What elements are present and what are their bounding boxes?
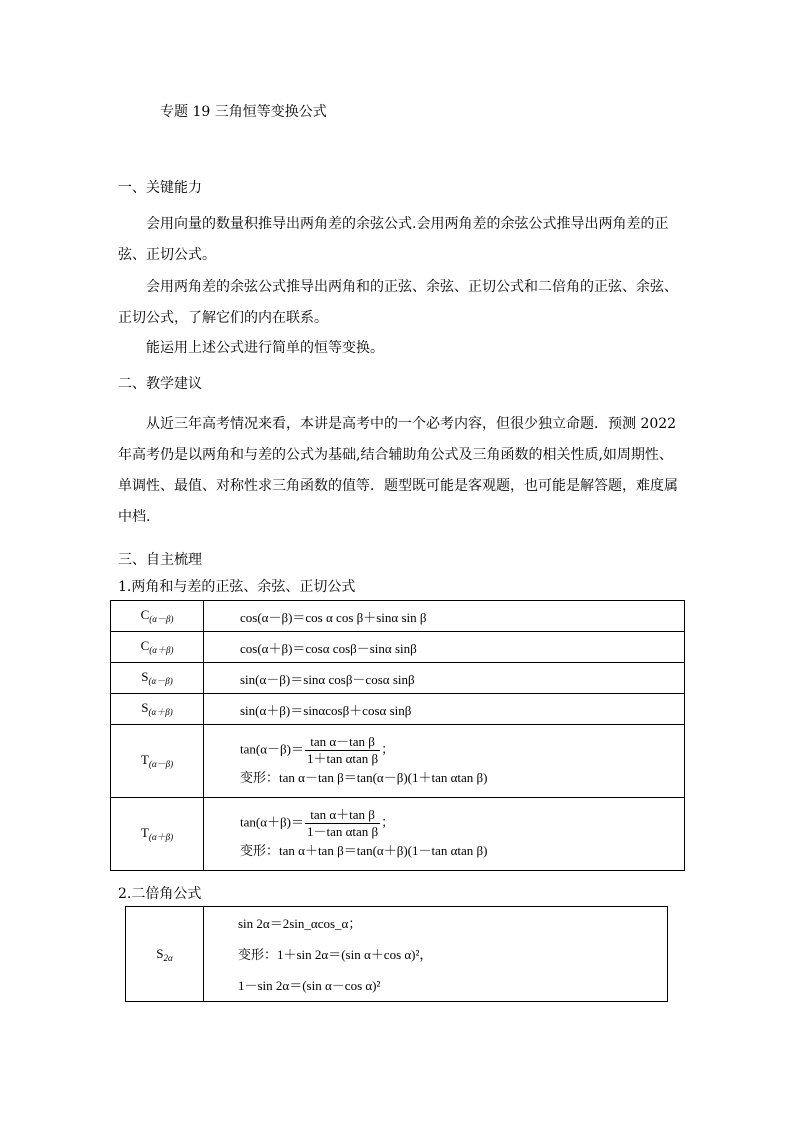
paragraph-1b: 弦、正切公式。 <box>118 247 216 263</box>
formula-cell <box>204 798 685 871</box>
double-angle-line-2: 变形：1＋sin 2α＝(sin α＋cos α)²， <box>238 946 433 962</box>
fraction: $\frac{\text{tan α＋tan β}}{\text{1－tan αtan β}}$ <box>306 806 379 839</box>
row-label: $T_{(\alpha+\beta)}$ <box>111 798 204 871</box>
table-row <box>111 694 685 725</box>
teaching-line-4: 中档. <box>118 509 151 525</box>
section-heading-key-abilities: 一、关键能力 <box>118 180 202 196</box>
formula-table-sum-difference <box>110 600 685 871</box>
formula-cell: sin(α＋β)＝sinαcosβ＋cosα sinβ <box>204 694 685 725</box>
formula-table-double-angle <box>125 906 668 1002</box>
formula-cell <box>204 907 668 1002</box>
table-row <box>111 632 685 663</box>
table-row <box>111 798 685 871</box>
fraction: $\frac{\text{tan α－tan β}}{\text{1＋tan αtan β}}$ <box>306 733 379 766</box>
row-label: $S_{2\alpha}$ <box>126 907 204 1002</box>
tan-minus-variant: 变形：tan α－tan β＝tan(α－β)(1＋tan αtan β) <box>240 769 488 785</box>
tan-minus-formula: tan(α－β)＝ $\frac{\text{tan α－tan β}}{\text{1＋tan αtan β}}$ ； <box>240 733 395 766</box>
double-angle-line-3: 1－sin 2α＝(sin α－cos α)² <box>238 977 381 993</box>
subheading-double-angle: 2.二倍角公式 <box>118 886 202 902</box>
page-title: 专题 19 三角恒等变换公式 <box>160 104 327 120</box>
row-label: $S_{(\alpha+\beta)}$ <box>111 694 204 725</box>
row-label: $S_{(\alpha-\beta)}$ <box>111 663 204 694</box>
section-1-body <box>118 209 688 271</box>
paragraph-2a: 会用两角差的余弦公式推导出两角和的正弦、余弦、正切公式和二倍角的正弦、余弦、 <box>146 279 678 295</box>
section-heading-teaching-advice: 二、教学建议 <box>118 376 202 392</box>
table-row <box>111 663 685 694</box>
tan-plus-variant: 变形：tan α＋tan β＝tan(α＋β)(1－tan αtan β) <box>240 842 488 858</box>
paragraph-1a: 会用向量的数量积推导出两角差的余弦公式.会用两角差的余弦公式推导出两角差的正 <box>146 216 669 232</box>
row-label: $T_{(\alpha-\beta)}$ <box>111 725 204 798</box>
section-heading-self-review: 三、自主梳理 <box>118 552 202 568</box>
table-row <box>111 601 685 632</box>
subheading-sum-difference: 1.两角和与差的正弦、余弦、正切公式 <box>118 579 356 595</box>
paragraph-2b: 正切公式，了解它们的内在联系。 <box>118 310 328 326</box>
formula-cell: sin(α－β)＝sinα cosβ－cosα sinβ <box>204 663 685 694</box>
section-1-body-2 <box>118 272 688 334</box>
teaching-line-2: 年高考仍是以两角和与差的公式为基础,结合辅助角公式及三角函数的相关性质,如周期性、 <box>118 447 673 463</box>
formula-cell: cos(α－β)＝cos α cos β＋sinα sin β <box>204 601 685 632</box>
table-row <box>126 907 668 1002</box>
teaching-line-1: 从近三年高考情况来看，本讲是高考中的一个必考内容，但很少独立命题．预测 2022 <box>146 416 677 432</box>
tan-plus-formula: tan(α＋β)＝ $\frac{\text{tan α＋tan β}}{\text{1－tan αtan β}}$ ； <box>240 806 395 839</box>
section-2-body <box>118 409 688 533</box>
double-angle-line-1: sin 2α＝2sin_αcos_α； <box>238 915 362 931</box>
formula-cell <box>204 725 685 798</box>
row-label: $C_{(\alpha+\beta)}$ <box>111 632 204 663</box>
row-label: $C_{(\alpha-\beta)}$ <box>111 601 204 632</box>
teaching-line-3: 单调性、最值、对称性求三角函数的值等．题型既可能是客观题，也可能是解答题，难度属 <box>118 478 678 494</box>
table-row <box>111 725 685 798</box>
formula-cell: cos(α＋β)＝cosα cosβ－sinα sinβ <box>204 632 685 663</box>
paragraph-3: 能运用上述公式进行简单的恒等变换。 <box>146 340 384 356</box>
